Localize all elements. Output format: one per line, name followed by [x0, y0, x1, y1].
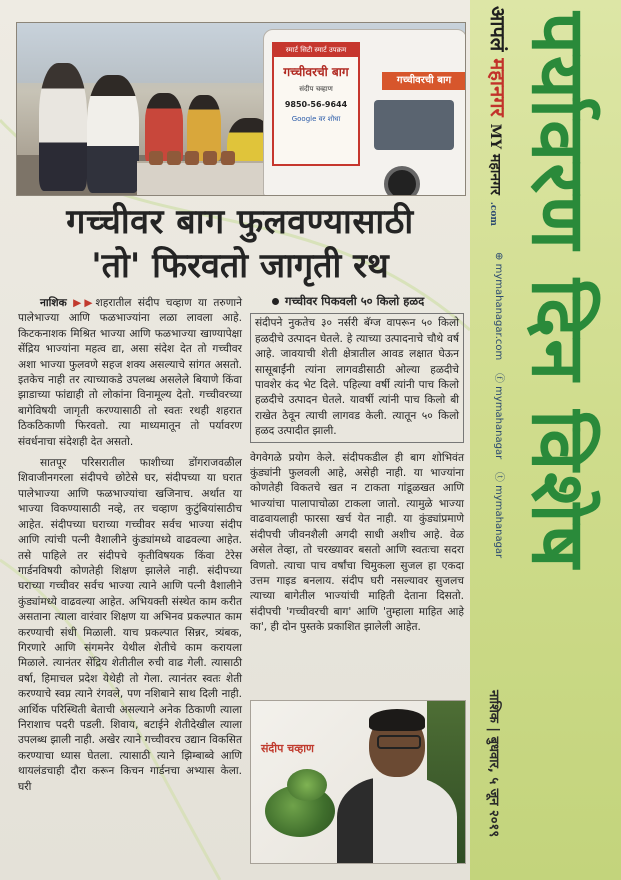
board-phone: 9850-56-9644	[284, 100, 348, 109]
board-heading: स्मार्ट सिटी स्मार्ट उपक्रम	[274, 44, 358, 57]
paragraph-text: शहरातील संदीप चव्हाण या तरुणाने पालेभाज्या आणि फळभाज्यांना लळा लावला आहे. किटकनाशक मिश्रित भाज्या आणि फळभाज्या खाण्यापेक्षा सेंद्रिय भाज्यांना महत्व द्या, असा संदेश देत तो गच्चीवर अशा भाज्या फुलवणे सहज शक्य असल्याचे सांगत असतो. इतकेच नाही तर त्याच्याकडे उपलब्ध असलेले बियाणे किंवा झाडाच्या फांद्याही तो लोकांना विनामूल्य देतो. गच्चीवरच्या बागेविषयी जागृती करण्यासाठी तो स्वतः रथही शहरात ठिकठिकाणी फिरवतो. त्या माध्यमातून तो पर्यावरण संवर्धनाचा संदेशही देत असतो.	[18, 297, 242, 448]
sidebar-box	[250, 313, 464, 442]
brand-part-1: आपलं	[486, 6, 510, 52]
brand-web-suffix: .com	[488, 201, 498, 226]
headline-line-2: 'तो' फिरवतो जागृती रथ	[91, 246, 389, 286]
awareness-van	[263, 29, 466, 196]
event-photo	[16, 22, 466, 196]
brand-logo	[485, 6, 512, 226]
dateline-arrow-icon: ▶▶	[73, 297, 96, 309]
article-paragraph: वेगवेगळे प्रयोग केले. संदीपकडील ही बाग शोभिवंत कुंड्यांनी फुलवली आहे, असेही नाही. या भाज्यांना कोणतेही विकतचे खत न टाकता गांडूळखत आणि भाज्यांचा पालापाचोळा टाकला जातो. त्यामुळे भाज्या वाढवायलाही फारसा खर्च येत नाही. या कुंड्यांप्रमाणे संदीपची जीवनशैली अगदी साधी अशीच आहे. वेळ असेल तेव्हा, तो चरख्यावर बसतो आणि स्वतःचा सदरा विणतो. त्याचा पाच वर्षांचा चिमुकला सुजल हा एकदा उत्तम गाइड बनलाय. संदीप घरी नसल्यावर सुजलच त्याच्या बागेतील भाज्यांची माहिती देताना दिसतो. संदीपची 'गच्चीवरची बाग' आणि 'तुम्हाला माहित आहे का', ही दोन पुस्तके प्रकाशित झालेली आहेत.	[250, 451, 464, 634]
article-column-right	[250, 294, 464, 636]
person-figure	[87, 75, 139, 193]
article-column-left	[18, 296, 242, 795]
board-name: संदीप चव्हाण	[299, 85, 333, 93]
brand-part-2: महानगर	[486, 58, 510, 117]
van-window	[374, 100, 454, 150]
board-google: Google वर शोधा	[291, 115, 341, 123]
social-links	[493, 252, 508, 558]
wheel-icon	[384, 166, 420, 196]
edition-date: नाशिक | बुधवार, ५ जून २०१९	[486, 690, 501, 838]
man-body	[337, 777, 457, 864]
box-text: संदीपने नुकतेच ३० नर्सरी बॅग्ज वापरून ५० किलो हळदीचे उत्पादन घेतले. हे त्याच्या उत्पादनाचे चौथे वर्ष आहे. जावयाची शेती क्षेत्रातील आवड लक्षात घेऊन सासूबाईंनी त्यांना लागवडीसाठी ओल्या हळदीचे पावशेर कंद भेट दिले. पहिल्या वर्षी त्यांनी पाच किलो हळदीचे उत्पादन घेतले. यावर्षी त्यांनी पाच किलो बी राखेत ठेवून त्याची लागवड केली. त्यातून ५० किलो हळद उत्पादीत झाली.	[255, 317, 459, 438]
board-title: गच्चीवरची बाग	[283, 65, 349, 79]
van-banner: गच्चीवरची बाग	[382, 72, 466, 90]
portrait-photo	[250, 700, 466, 864]
portrait-caption: संदीप चव्हाण	[261, 742, 315, 755]
twitter-icon: ⓣ	[493, 471, 504, 482]
facebook-handle: mymahanagar	[493, 386, 504, 460]
headline	[16, 200, 464, 288]
box-heading	[250, 294, 464, 309]
person-figure	[39, 63, 87, 191]
website-link: mymahanagar.com	[493, 263, 504, 361]
facebook-icon: ⓕ	[493, 372, 504, 383]
special-title: पर्यावरण दिन विशेष	[515, 12, 601, 570]
man-hair	[369, 709, 425, 731]
dateline: नाशिक	[40, 297, 67, 309]
twitter-handle: mymahanagar	[493, 485, 504, 559]
box-heading-text: गच्चीवर पिकवली ५० किलो हळद	[285, 294, 425, 308]
article-paragraph: सातपूर परिसरातील फाशीच्या डोंगराजवळील शिवाजीनगरला संदीपचे छोटेसे घर, संदीपच्या या घरात पालेभाज्या आणि फळभाज्यांचा खजिनाच. अर्थात या भाज्या विकण्यासाठी नव्हे, तर चव्हाण कुटुंबियांसाठीच आहेत. संदीपच्या घराच्या गच्चीवर सर्वच भाज्या संदीप आणि त्यांची पत्नी वैशालीने कुंड्यांमध्ये वाढवल्या आहेत. तसे पाहिले तर संदीपचे कृतीविषयक किंवा टेरेस गार्डनविषयी कोणतेही शिक्षण झालेले नाही. संदीपच्या घराच्या गच्चीवर सर्वच भाज्या त्याने आणि पत्नी वैशालीने कुंड्यांमध्ये वाढवल्या आहेत. अभियक्ती संस्थेत काम करीत असताना त्याला वारंवार शिक्षण या अभिनव प्रकल्पात काम करण्याची संधी मिळाली. याच प्रकल्पात सिन्नर, त्र्यंबक, गिरणारे आणि संगमनेर येथील शेतीचे काम करायला मिळाले. त्यानंतर सेंद्रिय शेतीतील रुची वाढ गेली. त्यासाठी वर्षा, हिमाचल प्रदेश येथेही तो गेला. त्यानंतर स्वतः शेती करण्याचे स्वप्न त्याने रंगवले, पण नशिबाने साथ दिली नाही. आर्थिक परिस्थिती बेताची असल्याने अनेक ठिकाणी त्याला निराशाच पदरी पडली. शिवाय, बटाईने शेतीदेखील त्याला उपलब्ध झाली नाही. अखेर त्याने गच्चीवरच उद्यान विकसित करण्याचा ध्यास घेतला. त्यासाठी त्याने झिम्बाब्वे आणि थायलंडचाही दौरा करून किचन गार्डनचा अभ्यास केला. घरी	[18, 457, 242, 793]
headline-line-1: गच्चीवर बाग फुलवण्यासाठी	[66, 202, 414, 242]
bullet-icon	[272, 298, 279, 305]
brand-part-3: MY महानगर	[487, 123, 503, 195]
glasses-icon	[377, 735, 421, 749]
van-signboard	[272, 42, 360, 166]
plant-icon	[287, 769, 327, 801]
globe-icon: ⊕	[493, 252, 504, 261]
article-paragraph	[18, 296, 242, 450]
